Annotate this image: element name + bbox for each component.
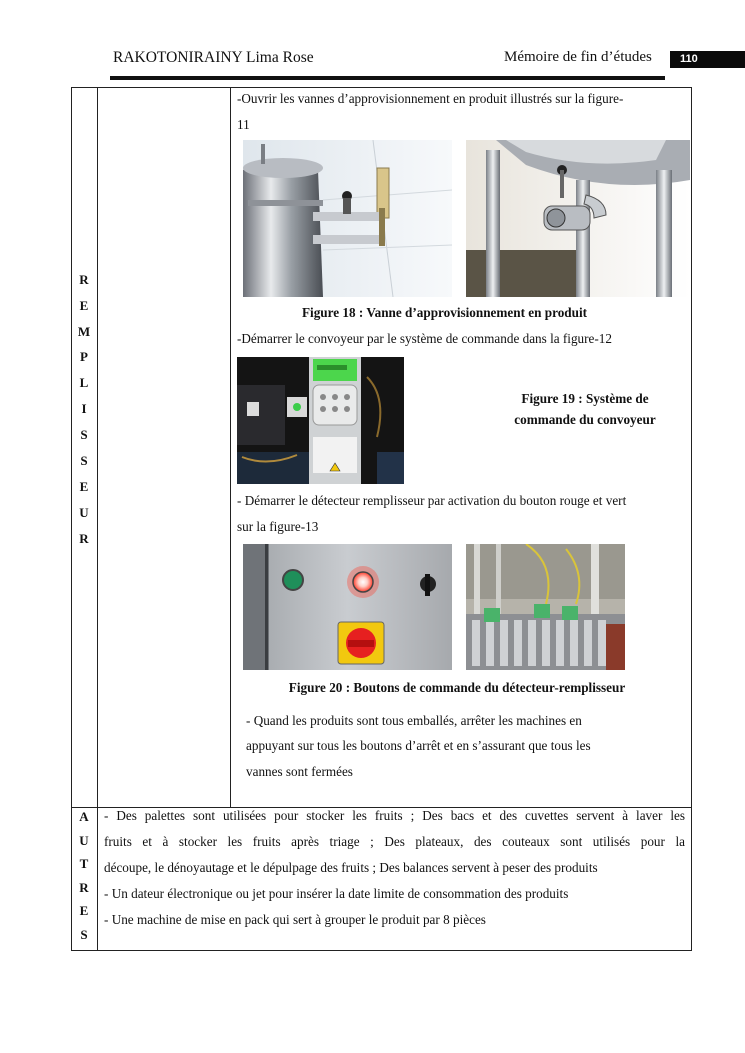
label-letter: U <box>79 833 89 848</box>
autres-text-line1: - Des palettes sont utilisées pour stocker les fruits ; Des bacs et des cuvettes servent à laver les <box>104 808 685 823</box>
step4-text-line1: - Quand les produits sont tous emballés, arrêter les machines en <box>246 713 582 728</box>
label-letter: R <box>79 880 89 895</box>
header-author: RAKOTONIRAINY Lima Rose <box>113 49 314 66</box>
table-label-column-divider <box>97 87 98 951</box>
figure18-photo-valve-tank <box>243 140 452 297</box>
figure19-caption-line2: commande du convoyeur <box>514 412 656 427</box>
figure19-photo-control-panel <box>237 357 404 484</box>
label-letter: T <box>79 856 89 871</box>
step3-text-line1: - Démarrer le détecteur remplisseur par activation du bouton rouge et vert <box>237 493 627 508</box>
label-letter: E <box>79 479 89 494</box>
figure19-caption-line1: Figure 19 : Système de <box>521 391 649 406</box>
figure20-photo-detector-filler <box>466 544 625 670</box>
table-border-right <box>691 87 692 951</box>
label-letter: I <box>81 401 87 416</box>
autres-text-line5: - Une machine de mise en pack qui sert à grouper le produit par 8 pièces <box>104 912 486 927</box>
header-rule <box>110 76 665 80</box>
figure19-caption <box>490 388 680 430</box>
label-letter: L <box>79 375 89 390</box>
label-letter: E <box>79 903 89 918</box>
label-letter: P <box>80 349 88 364</box>
step1-text-line2: 11 <box>237 117 250 132</box>
header-document-title: Mémoire de fin d’études <box>504 49 652 65</box>
figure20-photo-control-buttons <box>243 544 452 670</box>
autres-text-line4: - Un dateur électronique ou jet pour insérer la date limite de consommation des produits <box>104 886 569 901</box>
step4-text-line2: appuyant sur tous les boutons d’arrêt et en s’assurant que tous les <box>246 738 591 753</box>
label-letter: R <box>79 531 89 546</box>
step3-text-line2: sur la figure-13 <box>237 519 319 534</box>
table-border-bottom <box>71 950 692 951</box>
label-letter: S <box>80 927 88 942</box>
autres-text-line2: fruits et à stocker les fruits après triage ; Des plateaux, des couteaux sont utilisés pour la <box>104 834 685 849</box>
label-letter: R <box>79 272 89 287</box>
label-letter: M <box>77 324 91 339</box>
figure20-caption: Figure 20 : Boutons de commande du détecteur-remplisseur <box>288 680 626 695</box>
step4-text-line3: vannes sont fermées <box>246 764 353 779</box>
label-letter: U <box>79 505 89 520</box>
label-letter: S <box>80 427 88 442</box>
label-letter: A <box>79 809 89 824</box>
page-number-badge: 110 <box>670 51 745 68</box>
table-middle-column-divider <box>230 87 231 808</box>
figure18-photo-valve-outlet <box>466 140 690 297</box>
autres-text-line3: découpe, le dénoyautage et le dépulpage des fruits ; Des balances servent à peser des produits <box>104 860 598 875</box>
label-letter: S <box>80 453 88 468</box>
figure18-caption: Figure 18 : Vanne d’approvisionnement en produit <box>301 305 588 320</box>
step1-text-line1: -Ouvrir les vannes d’approvisionnement en produit illustrés sur la figure- <box>237 91 624 106</box>
label-letter: E <box>79 298 89 313</box>
step2-text: -Démarrer le convoyeur par le système de commande dans la figure-12 <box>237 331 612 346</box>
